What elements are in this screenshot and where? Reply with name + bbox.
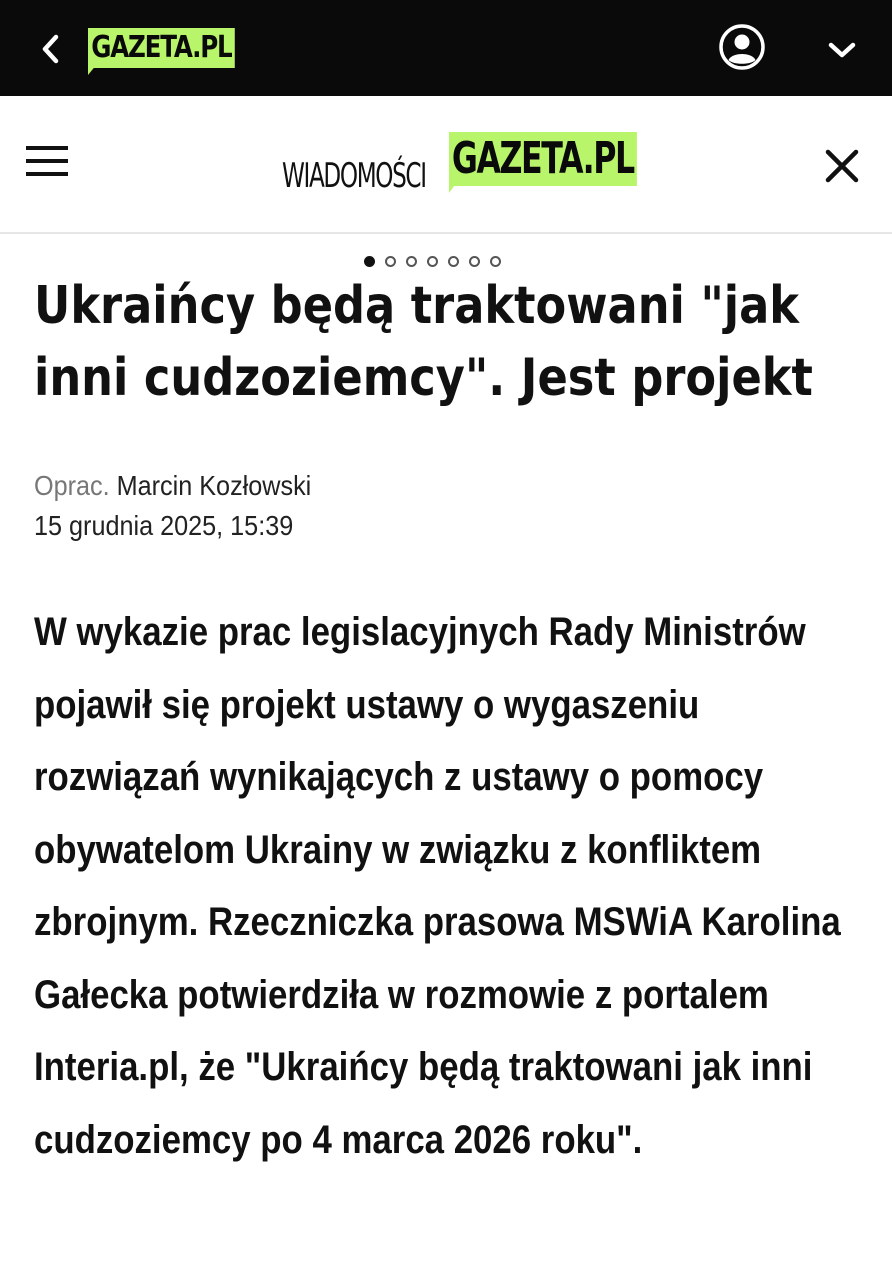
carousel-dot[interactable] bbox=[406, 256, 417, 267]
close-button[interactable] bbox=[820, 144, 864, 188]
top-bar bbox=[0, 0, 892, 96]
carousel-dot[interactable] bbox=[448, 256, 459, 267]
menu-line bbox=[26, 172, 68, 176]
expand-button[interactable] bbox=[820, 30, 864, 70]
user-account-button[interactable] bbox=[718, 23, 766, 71]
hamburger-menu-icon bbox=[26, 146, 68, 150]
publish-date: 15 grudnia 2025, 15:39 bbox=[34, 510, 294, 541]
article bbox=[34, 276, 864, 416]
article-title: Ukraińcy będą traktowani "jak inni cudzoziemcy". Jest projekt bbox=[34, 276, 813, 408]
carousel-dot[interactable] bbox=[364, 256, 375, 267]
carousel-indicator bbox=[364, 256, 501, 270]
gazeta-logo-small[interactable]: GAZETA.PL bbox=[88, 28, 235, 68]
byline bbox=[34, 466, 311, 506]
author-prefix: Oprac. bbox=[34, 470, 110, 501]
site-header bbox=[0, 96, 892, 234]
article-meta bbox=[34, 466, 311, 546]
carousel-dot[interactable] bbox=[490, 256, 501, 267]
close-icon bbox=[820, 144, 864, 188]
carousel-dot[interactable] bbox=[385, 256, 396, 267]
carousel-dot[interactable] bbox=[469, 256, 480, 267]
article-title-container bbox=[34, 276, 864, 416]
user-circle-icon bbox=[718, 23, 766, 71]
article-lead: W wykazie prac legislacyjnych Rady Ministrów pojawił się projekt ustawy o wygaszeniu rozwiązań wynikających z ustawy o pomocy obywatelom Ukrainy w związku z konfliktem zbrojnym. Rzeczniczka prasowa MSWiA Karolina Gałecka potwierdziła w rozmowie z portalem Interia.pl, że "Ukraińcy będą traktowani jak inni cudzoziemcy po 4 marca 2026 roku". bbox=[34, 610, 841, 1162]
section-name: WIADOMOŚCI bbox=[282, 156, 426, 196]
menu-line bbox=[26, 159, 68, 163]
carousel-dot[interactable] bbox=[427, 256, 438, 267]
author-name[interactable]: Marcin Kozłowski bbox=[116, 470, 312, 501]
chevron-down-icon bbox=[827, 40, 857, 60]
gazeta-logo: GAZETA.PL bbox=[449, 132, 637, 186]
hamburger-menu-button[interactable] bbox=[26, 146, 72, 182]
chevron-left-icon bbox=[39, 33, 61, 65]
back-button[interactable] bbox=[30, 26, 70, 72]
